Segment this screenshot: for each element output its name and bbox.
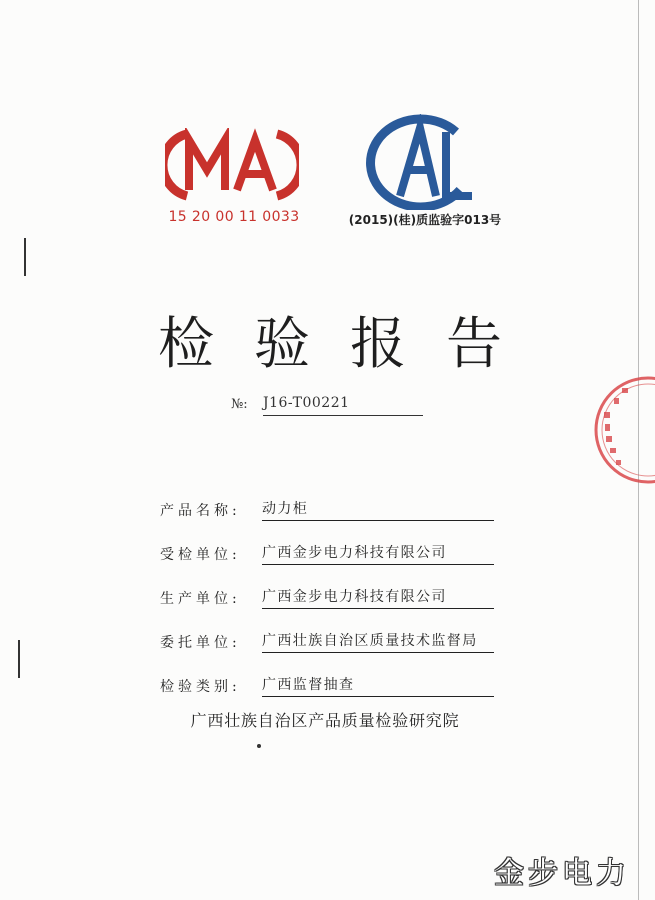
field-row-inspected-unit [160,544,496,566]
field-value: 广西金步电力科技有限公司 [262,586,494,609]
cal-logo [360,114,482,210]
field-row-commissioning-unit [160,632,496,654]
field-label: 委托单位: [160,635,241,651]
cma-number: 15 20 00 11 0033 [168,209,300,225]
field-label: 检验类别: [160,679,241,695]
report-number-value: J16-T00221 [263,395,423,416]
field-row-inspection-category [160,676,496,698]
field-value: 广西监督抽查 [262,674,494,697]
report-number-label: №: [231,397,248,412]
left-edge-mark-bottom [18,640,20,678]
field-row-product-name [160,500,496,522]
field-label: 产品名称: [160,503,241,519]
field-label: 生产单位: [160,591,241,607]
official-seal-stamp [592,372,655,488]
page-title: 检验报告 [158,312,542,377]
cma-logo [165,128,299,202]
field-row-manufacturer [160,588,496,610]
cal-certificate-text: (2015)(桂)质监验字013号 [348,213,502,227]
field-value: 广西金步电力科技有限公司 [262,542,494,565]
issuing-institute: 广西壮族自治区产品质量检验研究院 [190,711,460,730]
field-label: 受检单位: [160,547,241,563]
left-edge-mark-top [24,238,26,276]
watermark-text: 金步电力 [494,856,630,891]
field-value: 动力柜 [262,498,494,521]
scan-speck [257,744,261,748]
field-value: 广西壮族自治区质量技术监督局 [262,630,494,653]
